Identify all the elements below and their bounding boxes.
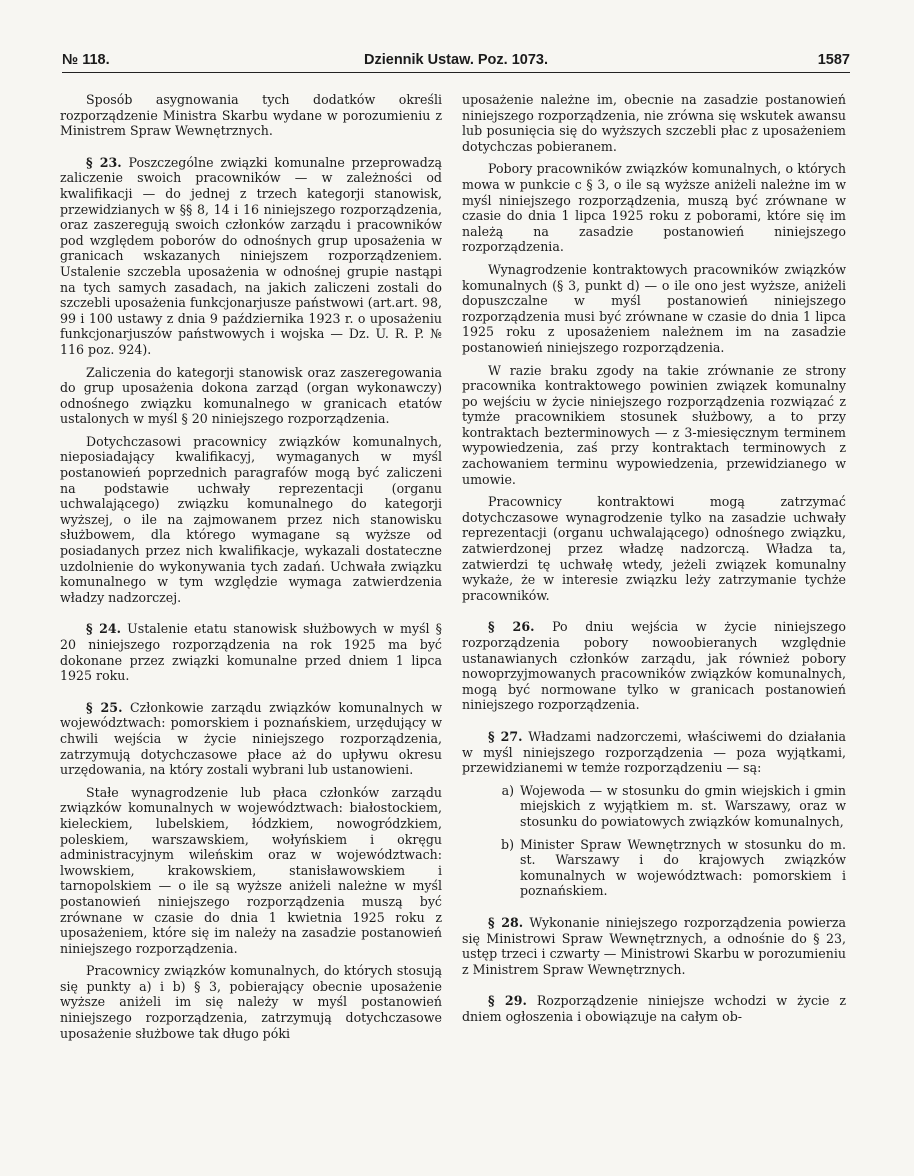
section-24 [60,621,442,683]
paragraph: Sposób asygnowania tych dodatków określi rozporządzenie Ministra Skarbu wydane w porozumieniu z Ministrem Spraw Wewnętrznych. [60,92,442,139]
section-27 [462,729,846,776]
section-number: § 23. [86,154,122,170]
section-number: § 28. [488,914,524,930]
section-number: § 29. [488,993,527,1009]
section-text: Rozporządzenie niniejsze wchodzi w życie z dniem ogłoszenia i obowiązuje na całym ob- [462,993,846,1024]
right-column [462,92,846,1024]
paragraph: Pobory pracowników związków komunalnych, o których mowa w punkcie c § 3, o ile są wyższe aniżeli należne im w myśl niniejszego rozporządzenia, muszą być zrównane w czasie do dnia 1 lipca 1925 roku z poborami, które się im należą na zasadzie postanowień niniejszego rozporządzenia. [462,161,846,255]
issue-number: № 118. [62,52,110,68]
list-item-b [462,837,846,899]
section-29 [462,993,846,1024]
section-text: Wykonanie niniejszego rozporządzenia powierza się Ministrowi Spraw Wewnętrznych, a odnośnie do § 23, ustęp trzeci i czwarty — Ministrowi Skarbu w porozumieniu z Ministrem Spraw Wewnętrznych. [462,914,846,977]
paragraph: Wynagrodzenie kontraktowych pracowników związków komunalnych (§ 3, punkt d) — o ile ono jest wyższe, aniżeli dopuszczalne w myśl postanowień niniejszego rozporządzenia musi być zrównane w czasie do dnia 1 lipca 1925 roku z uposażeniem należnem im na zasadzie postanowień niniejszego rozporządzenia. [462,261,846,355]
list-label: a) [501,782,514,798]
list-item-a [462,783,846,830]
left-column [60,92,442,1041]
list-text: Minister Spraw Wewnętrznych w stosunku do m. st. Warszawy i do krajowych związków komunalnych w województwach: pomorskiem i poznańskiem. [520,836,846,899]
page-number: 1587 [817,52,850,68]
list-label: b) [501,836,514,852]
journal-title: Dziennik Ustaw. Poz. 1073. [364,52,548,68]
section-28 [462,915,846,977]
list-text: Wojewoda — w stosunku do gmin wiejskich i gmin miejskich z wyjątkiem m. st. Warszawy, oraz w stosunku do powiatowych związków komunalnych, [520,782,846,829]
section-number: § 26. [488,619,535,635]
section-number: § 27. [488,728,523,744]
paragraph: Pracownicy kontraktowi mogą zatrzymać dotychczasowe wynagrodzenie tylko na zasadzie uchwały reprezentacji (organu uchwalającego) odnośnego związku, zatwierdzonej przez władzę nadzorczą. Władza ta, zatwierdzi tę uchwałę wtedy, jeżeli związek komunalny wykaże, że w interesie związku leży zatrzymanie tychże pracowników. [462,494,846,603]
section-text: Członkowie zarządu związków komunalnych w województwach: pomorskiem i poznańskiem, urzędujący w chwili wejścia w życie niniejszego rozporządzenia, zatrzymują dotychczasowe płace aż do upływu okresu urzędowania, na który zostali wybrani lub ustanowieni. [60,699,442,778]
section-text: Ustalenie etatu stanowisk służbowych w myśl § 20 niniejszego rozporządzenia na rok 1925 ma być dokonane przez związki komunalne przed dniem 1 lipca 1925 roku. [60,621,442,684]
section-number: § 24. [86,621,121,637]
paragraph: Pracownicy związków komunalnych, do których stosują się punkty a) i b) § 3, pobierający obecnie uposażenie wyższe aniżeli im się należy w myśl postanowień niniejszego rozporządzenia, zatrzymują dotychczasowe uposażenie służbowe tak długo póki [60,963,442,1041]
section-number: § 25. [86,699,123,715]
paragraph: Stałe wynagrodzenie lub płaca członków zarządu związków komunalnych w województwach: białostockiem, kieleckiem, lubelskiem, łódzkiem, nowogródzkiem, poleskiem, warszawskiem, wołyńskiem i okręgu administracyjnym wileńskim oraz w województwach: lwowskiem, krakowskiem, stanisławowskiem i tarnopolskiem — o ile są wyższe aniżeli należne w myśl postanowień niniejszego rozporządzenia muszą być zrównane w czasie do dnia 1 kwietnia 1925 roku z uposażeniem, które się im należy na zasadzie postanowień niniejszego rozporządzenia. [60,784,442,956]
section-25 [60,700,442,778]
page-header [62,46,850,73]
section-text: Po dniu wejścia w życie niniejszego rozporządzenia pobory nowoobieranych względnie ustanawianych członków zarządu, jak również pobory nowoprzyjmowanych pracowników związków komunalnych, mogą być normowane tylko w granicach postanowień niniejszego rozporządzenia. [462,619,846,713]
paragraph: Dotychczasowi pracownicy związków komunalnych, nieposiadający kwalifikacyj, wymaganych w myśl postanowień poprzednich paragrafów mogą być zaliczeni na podstawie uchwały reprezentacji (organu uchwalającego) związku komunalnego do kategorji wyższej, o ile na zajmowanem przez nich stanowisku służbowem, dla którego wymagane są wyższe od posiadanych przez nich kwalifikacje, wykazali dostateczne uzdolnienie do wykonywania tych zadań. Uchwała związku komunalnego w tym względzie wymaga zatwierdzenia władzy nadzorczej. [60,433,442,605]
section-23 [60,155,442,358]
section-text: Władzami nadzorczemi, właściwemi do działania w myśl niniejszego rozporządzenia — poza wyjątkami, przewidzianemi w temże rozporządzeniu — są: [462,728,846,776]
paragraph-continued: uposażenie należne im, obecnie na zasadzie postanowień niniejszego rozporządzenia, nie zrówna się wskutek awansu lub posunięcia się do wyższych szczebli płac z uposażeniem dotychczas pobieranem. [462,92,846,154]
section-text: Poszczególne związki komunalne przeprowadzą zaliczenie swoich pracowników — w zależności od kwalifikacji — do jednej z trzech kategorji stanowisk, przewidzianych w §§ 8, 14 i 16 niniejszego rozporządzenia, oraz zaszeregują swoich członków zarządu i pracowników pod względem poborów do odnośnych grup uposażenia w granicach wskazanych niniejszem rozporządzeniem. Ustalenie szczebla uposażenia w odnośnej grupie nastąpi na tych samych zasadach, na jakich zaliczeni zostali do szczebli uposażenia funkcjonarjusze państwowi (art.art. 98, 99 i 100 ustawy z dnia 9 października 1923 r. o uposażeniu funkcjonarjuszów państwowych i wojska — Dz. U. R. P. № 116 poz. 924). [60,154,442,357]
paragraph: W razie braku zgody na takie zrównanie ze strony pracownika kontraktowego powinien związek komunalny po wejściu w życie niniejszego rozporządzenia rozwiązać z tymże pracownikiem stosunek służbowy, a to przy kontraktach bezterminowych — z 3-miesięcznym terminem wypowiedzenia, zaś przy kontraktach terminowych z zachowaniem terminu wypowiedzenia, przewidzianego w umowie. [462,362,846,487]
paragraph: Zaliczenia do kategorji stanowisk oraz zaszeregowania do grup uposażenia dokona zarząd (organ wykonawczy) odnośnego związku komunalnego w granicach etatów ustalonych w myśl § 20 niniejszego rozporządzenia. [60,364,442,427]
section-26 [462,619,846,713]
